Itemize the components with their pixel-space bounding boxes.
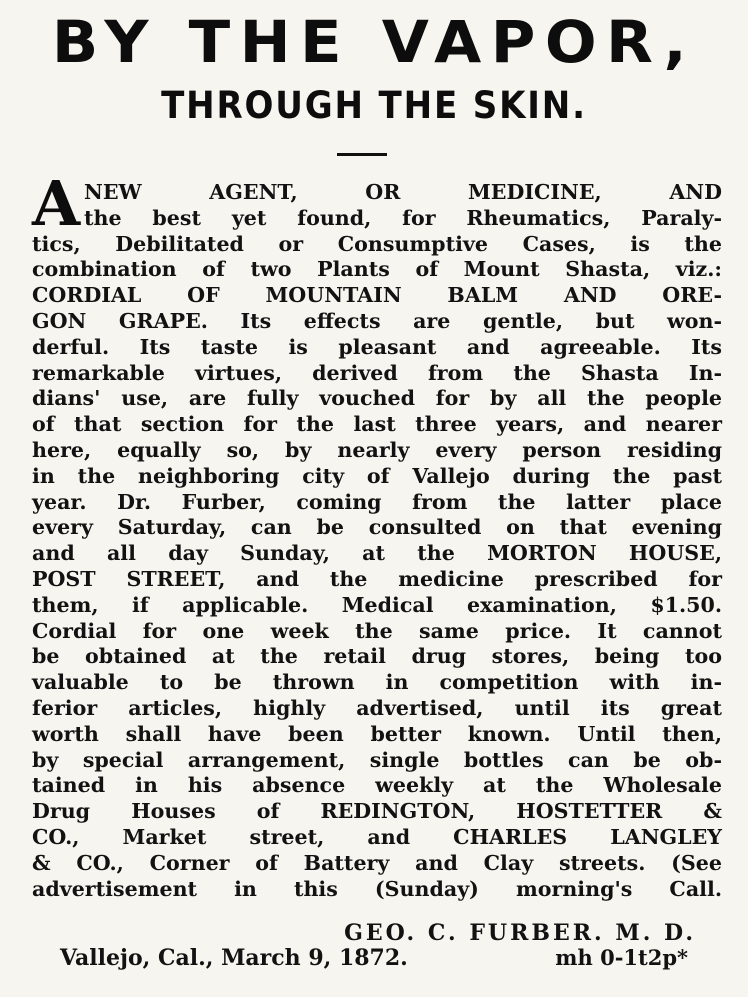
body-line: derful. Its taste is pleasant and agreeable. Its: [32, 334, 722, 359]
body-line: POST STREET, and the medicine prescribed for: [32, 566, 722, 591]
insertion-code: mh 0-1t2p*: [555, 945, 688, 970]
body-line: ferior articles, highly advertised, until its great: [32, 695, 722, 720]
body-line: year. Dr. Furber, coming from the latter place: [32, 489, 722, 514]
body-line: them, if applicable. Medical examination, $1.50.: [32, 592, 722, 617]
dateline: Vallejo, Cal., March 9, 1872.: [60, 945, 408, 971]
body-line: & CO., Corner of Battery and Clay streets. (See: [32, 850, 722, 875]
drop-cap: A: [32, 167, 81, 240]
advertisement-body: [32, 180, 722, 902]
body-line: and all day Sunday, at the MORTON HOUSE,: [32, 541, 722, 566]
body-line: NEW AGENT, OR MEDICINE, AND: [84, 180, 722, 204]
body-line: the best yet found, for Rheumatics, Paraly-: [84, 205, 722, 230]
body-line: tics, Debilitated or Consumptive Cases, is the: [32, 231, 722, 256]
body-line: advertisement in this (Sunday) morning's Call.: [32, 876, 722, 901]
body-line: worth shall have been better known. Until then,: [32, 721, 722, 746]
body-line: valuable to be thrown in competition with in-: [32, 670, 722, 695]
body-line: in the neighboring city of Vallejo during the past: [32, 463, 722, 488]
body-line: by special arrangement, single bottles can be ob-: [32, 747, 722, 772]
body-line: remarkable virtues, derived from the Shasta In-: [32, 360, 722, 385]
body-line: Drug Houses of REDINGTON, HOSTETTER &: [32, 799, 722, 824]
body-line: GON GRAPE. Its effects are gentle, but won-: [32, 308, 722, 333]
body-line: Cordial for one week the same price. It cannot: [32, 618, 722, 643]
body-line: be obtained at the retail drug stores, being too: [32, 644, 722, 669]
body-line: CO., Market street, and CHARLES LANGLEY: [32, 824, 722, 849]
body-line: here, equally so, by nearly every person residing: [32, 437, 722, 462]
body-line: every Saturday, can be consulted on that evening: [32, 515, 722, 540]
body-line: dians' use, are fully vouched for by all the people: [32, 386, 722, 411]
body-line: combination of two Plants of Mount Shasta, viz.:: [32, 257, 722, 282]
body-line: of that section for the last three years, and nearer: [32, 412, 722, 437]
subheadline: THROUGH THE SKIN.: [161, 84, 587, 127]
body-line: CORDIAL OF MOUNTAIN BALM AND ORE-: [32, 283, 722, 308]
divider-rule: [337, 153, 387, 156]
signature: GEO. C. FURBER. M. D.: [344, 920, 696, 946]
headline: BY THE VAPOR,: [51, 8, 697, 76]
body-line: tained in his absence weekly at the Wholesale: [32, 773, 722, 798]
